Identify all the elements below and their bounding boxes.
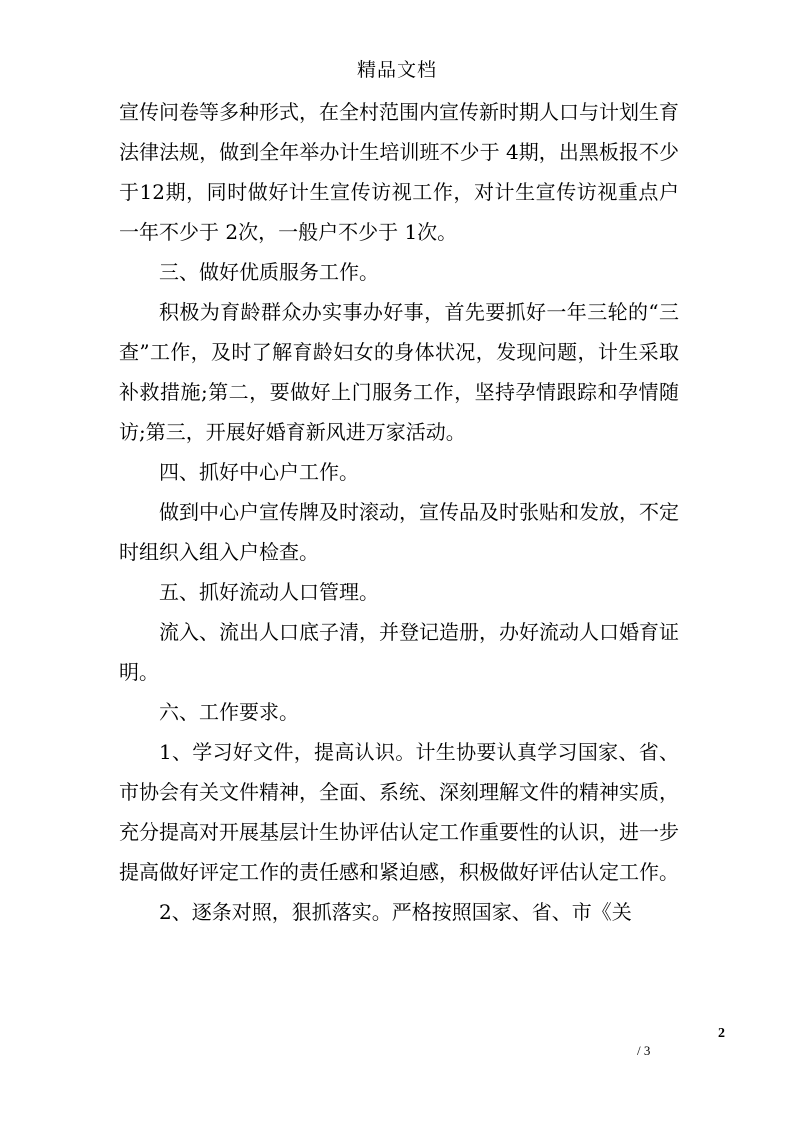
section-heading-5: 五、抓好流动人口管理。 xyxy=(159,580,379,604)
paragraph-floating-population: 流入、流出人口底子清，并登记造册，办好流动人口婚育证明。 xyxy=(119,620,679,684)
page-total: / 3 xyxy=(637,1043,651,1058)
page-number: 2 xyxy=(718,1026,725,1041)
section-heading-3: 三、做好优质服务工作。 xyxy=(159,260,379,284)
paragraph-center-household: 做到中心户宣传牌及时滚动，宣传品及时张贴和发放，不定时组织入组入户检查。 xyxy=(119,500,679,564)
section-heading-4: 四、抓好中心户工作。 xyxy=(159,460,359,484)
paragraph-quality-service: 积极为育龄群众办实事办好事，首先要抓好一年三轮的“三查”工作，及时了解育龄妇女的身体状况，发现问题，计生采取补救措施;第二，要做好上门服务工作，坚持孕情跟踪和孕情随访;第三，开展好婚育新风进万家活动。 xyxy=(119,300,679,444)
paragraph-continuation: 宣传问卷等多种形式，在全村范围内宣传新时期人口与计划生育法律法规，做到全年举办计生培训班不少于 4期，出黑板报不少于12期，同时做好计生宣传访视工作，对计生宣传访视重点户一年不少于 2次，一般户不少于 1次。 xyxy=(119,100,679,244)
paragraph-requirement-1: 1、学习好文件，提高认识。计生协要认真学习国家、省、市协会有关文件精神，全面、系统、深刻理解文件的精神实质，充分提高对开展基层计生协评估认定工作重要性的认识，进一步提高做好评定工作的责任感和紧迫感，积极做好评估认定工作。 xyxy=(119,740,679,884)
document-body xyxy=(119,92,679,932)
paragraph-requirement-2: 2、逐条对照，狠抓落实。严格按照国家、省、市《关 xyxy=(159,900,632,924)
document-header: 精品文档 xyxy=(356,59,437,81)
section-heading-6: 六、工作要求。 xyxy=(159,700,299,724)
